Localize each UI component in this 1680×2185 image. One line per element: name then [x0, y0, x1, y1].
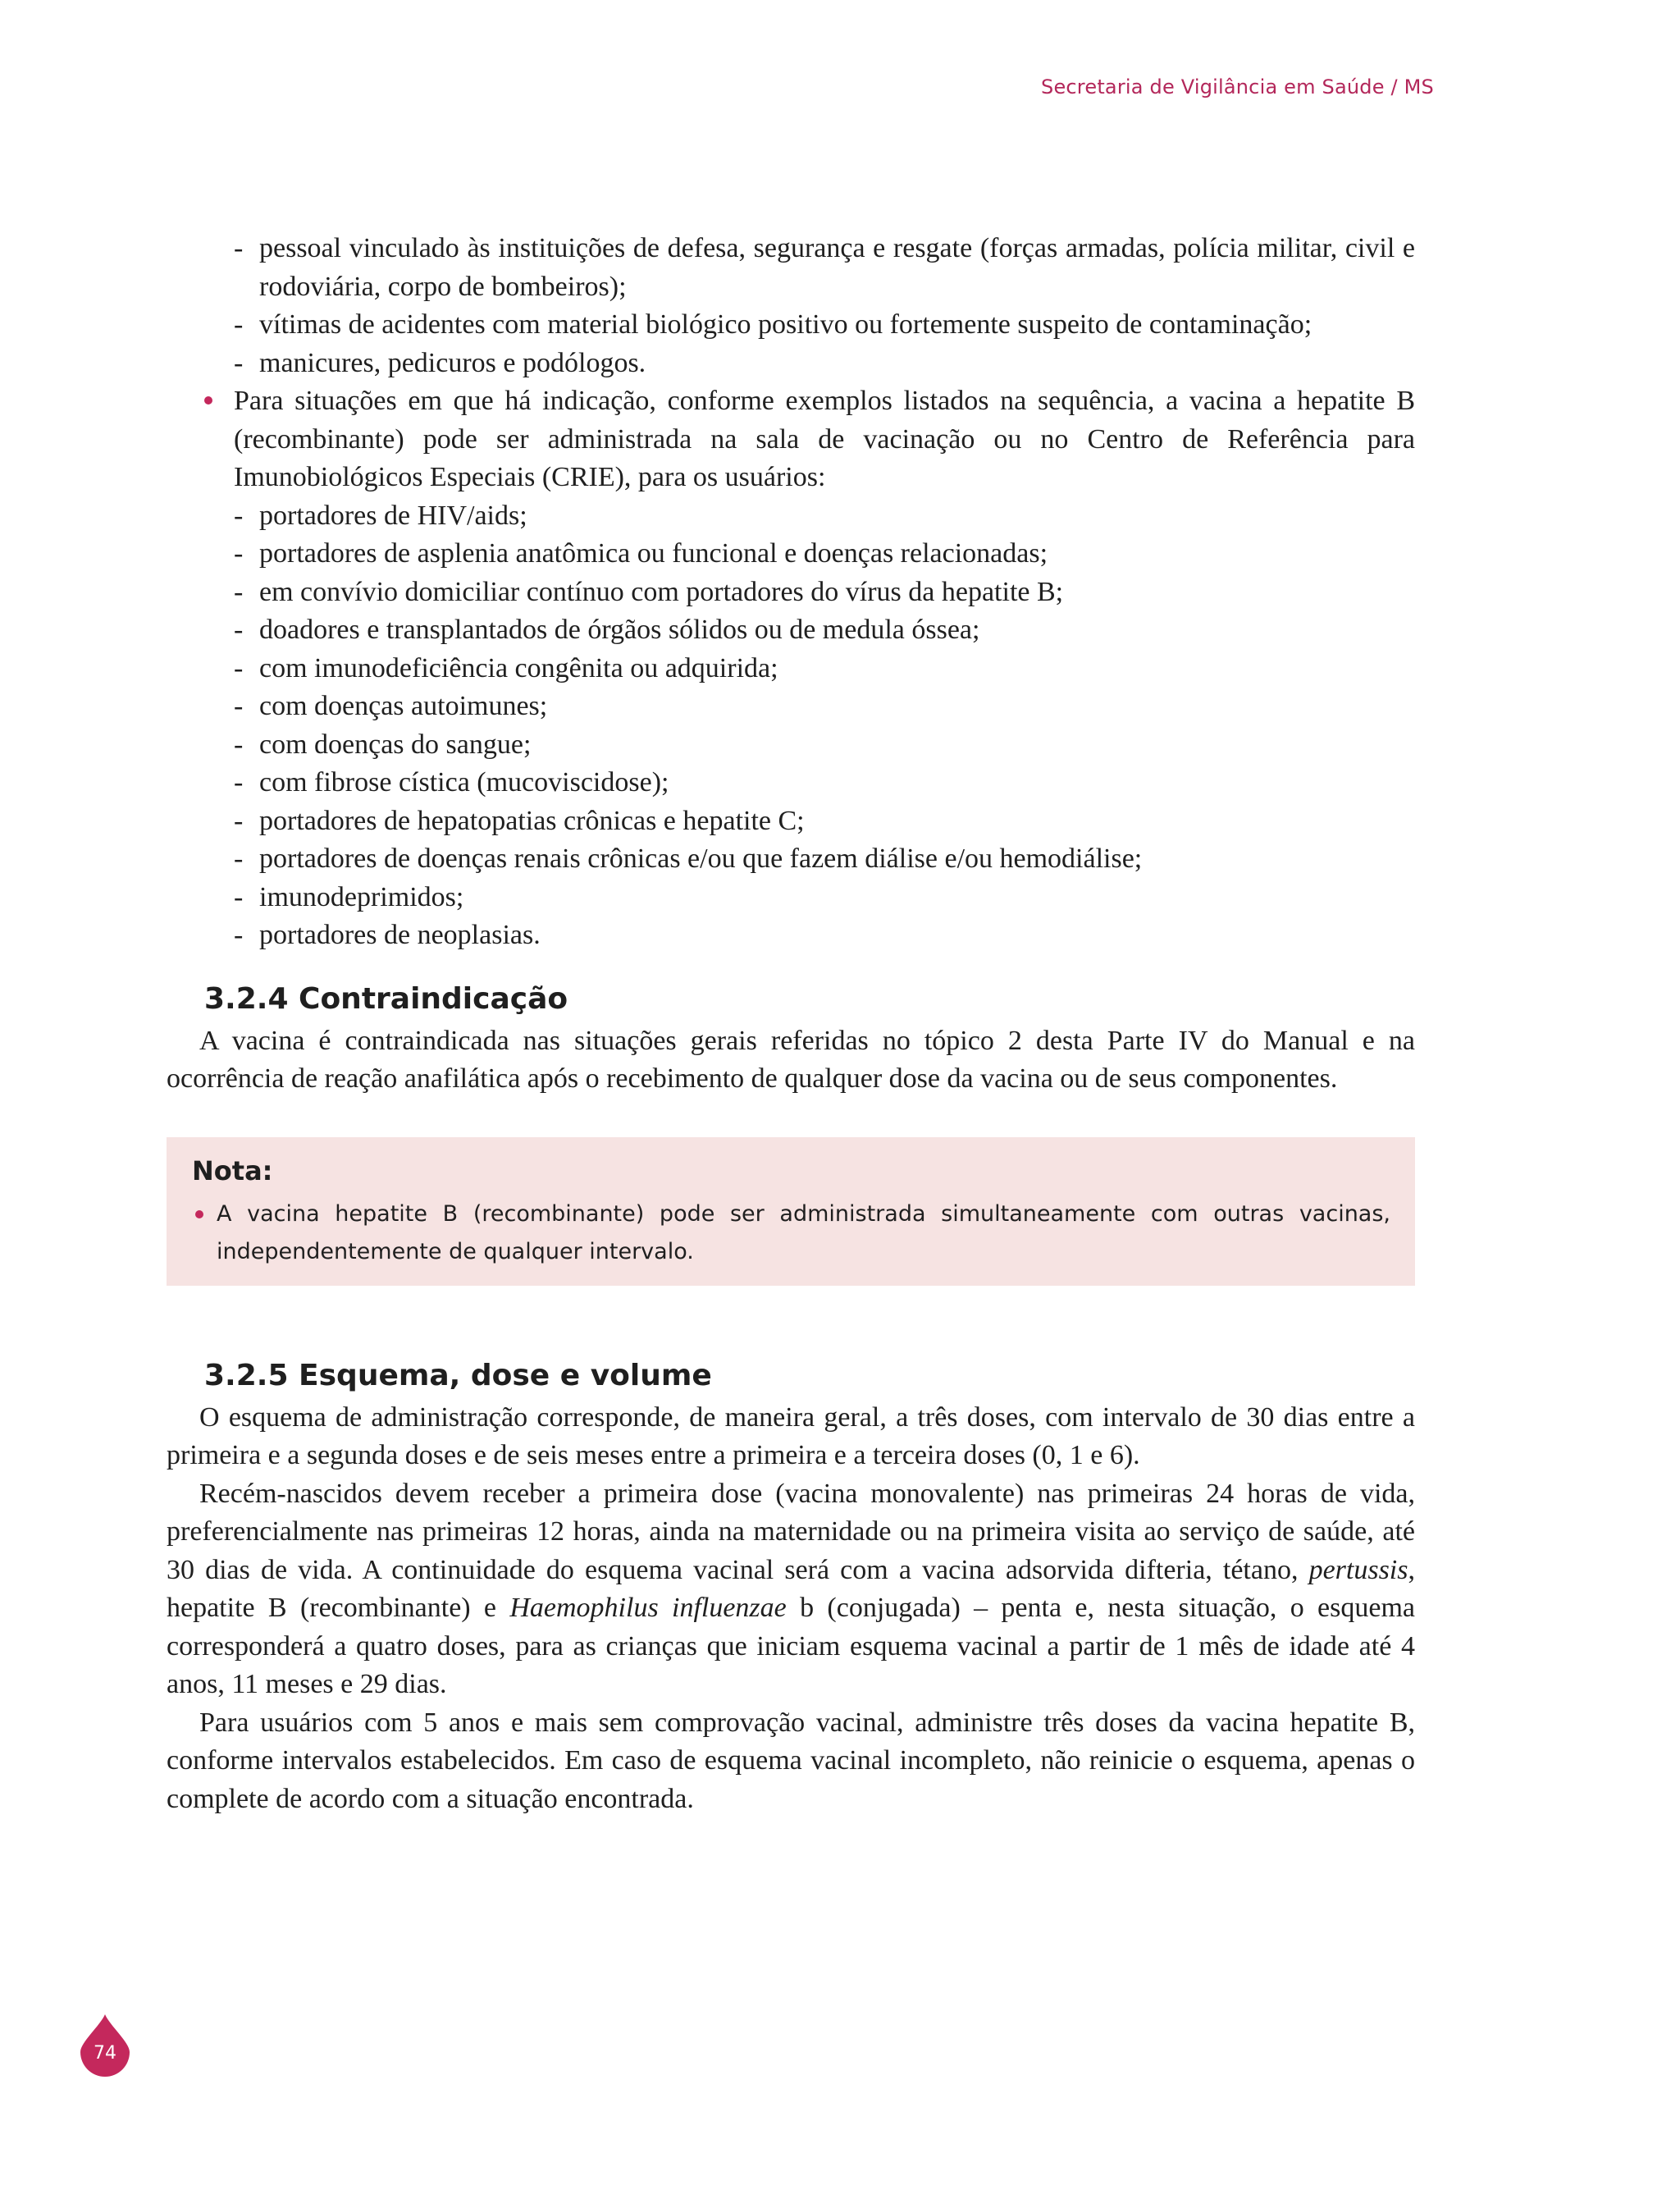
section-heading-esquema: 3.2.5 Esquema, dose e volume — [204, 1358, 712, 1392]
list-item: - com fibrose cística (mucoviscidose); — [234, 767, 669, 798]
note-title: Nota: — [192, 1154, 273, 1186]
list-item: - portadores de asplenia anatômica ou funcional e doenças relacionadas; — [234, 538, 1048, 569]
occupational-list — [167, 230, 1415, 382]
esquema-paragraph-1: O esquema de administração corresponde, de maneira geral, a três doses, com intervalo de 30 dias entre a primeira e a segunda doses e de seis meses entre a primeira e a terceira doses (0, 1 e 6). — [167, 1401, 1415, 1470]
running-header: Secretaria de Vigilância em Saúde / MS — [1041, 75, 1434, 98]
list-item: - pessoal vinculado às instituições de defesa, segurança e resgate (forças armadas, polícia militar, civil e rodoviária, corpo de bombeiros); — [234, 233, 1415, 302]
list-item: - imunodeprimidos; — [234, 881, 464, 912]
bullet-icon — [204, 396, 212, 405]
note-box — [167, 1137, 1415, 1286]
list-item: - portadores de neoplasias. — [234, 920, 541, 950]
crie-users-list — [167, 497, 1415, 955]
esquema-paragraph-2: Recém-nascidos devem receber a primeira dose (vacina monovalente) nas primeiras 24 horas de vida, preferencialmente nas primeiras 12 horas, ainda na maternidade ou na primeira visita ao serviço de saúde, até 30 dias de vida. A continuidade do esquema vacinal será com a vacina adsorvida difteria, tétano, pertussis, hepatite B (recombinante) e Haemophilus influenzae b (conjugada) – penta e, nesta situação, o esquema corresponderá a quatro doses, para as crianças que iniciam esquema vacinal a partir de 1 mês de idade até 4 anos, 11 meses e 29 dias. — [167, 1478, 1415, 1699]
list-item: - portadores de doenças renais crônicas e/ou que fazem diálise e/ou hemodiálise; — [234, 843, 1143, 874]
list-item: - com imunodeficiência congênita ou adquirida; — [234, 652, 778, 683]
list-item: - vítimas de acidentes com material biológico positivo ou fortemente suspeito de contaminação; — [234, 309, 1312, 340]
page-number: 74 — [94, 2043, 116, 2064]
list-item: - com doenças do sangue; — [234, 729, 532, 760]
bullet-paragraph: Para situações em que há indicação, conforme exemplos listados na sequência, a vacina a hepatite B (recombinante) pode ser administrada na sala de vacinação ou no Centro de Referência para Imunobiológicos Especiais (CRIE), para os usuários: — [167, 382, 1415, 497]
list-item: - portadores de HIV/aids; — [234, 500, 527, 531]
contraindicacao-paragraph: A vacina é contraindicada nas situações gerais referidas no tópico 2 desta Parte IV do Manual e na ocorrência de reação anafilática após o recebimento de qualquer dose da vacina ou de seus componentes. — [167, 1025, 1415, 1094]
list-item: - em convívio domiciliar contínuo com portadores do vírus da hepatite B; — [234, 576, 1064, 607]
page-body — [167, 230, 1415, 1818]
esquema-paragraph-3: Para usuários com 5 anos e mais sem comprovação vacinal, administre três doses da vacina hepatite B, conforme intervalos estabelecidos. Em caso de esquema vacinal incompleto, não reinicie o esquema, apenas o complete de acordo com a situação encontrada. — [167, 1707, 1415, 1814]
bullet-icon — [195, 1210, 203, 1218]
list-item: - com doenças autoimunes; — [234, 691, 548, 721]
note-item: A vacina hepatite B (recombinante) pode ser administrada simultaneamente com outras vacinas, independentemente de qualquer intervalo. — [192, 1195, 1390, 1271]
section-heading-contraindicacao: 3.2.4 Contraindicação — [204, 981, 568, 1016]
list-item: - doadores e transplantados de órgãos sólidos ou de medula óssea; — [234, 615, 980, 645]
list-item: - manicures, pedicuros e podólogos. — [234, 347, 646, 378]
list-item: - portadores de hepatopatias crônicas e hepatite C; — [234, 805, 805, 836]
